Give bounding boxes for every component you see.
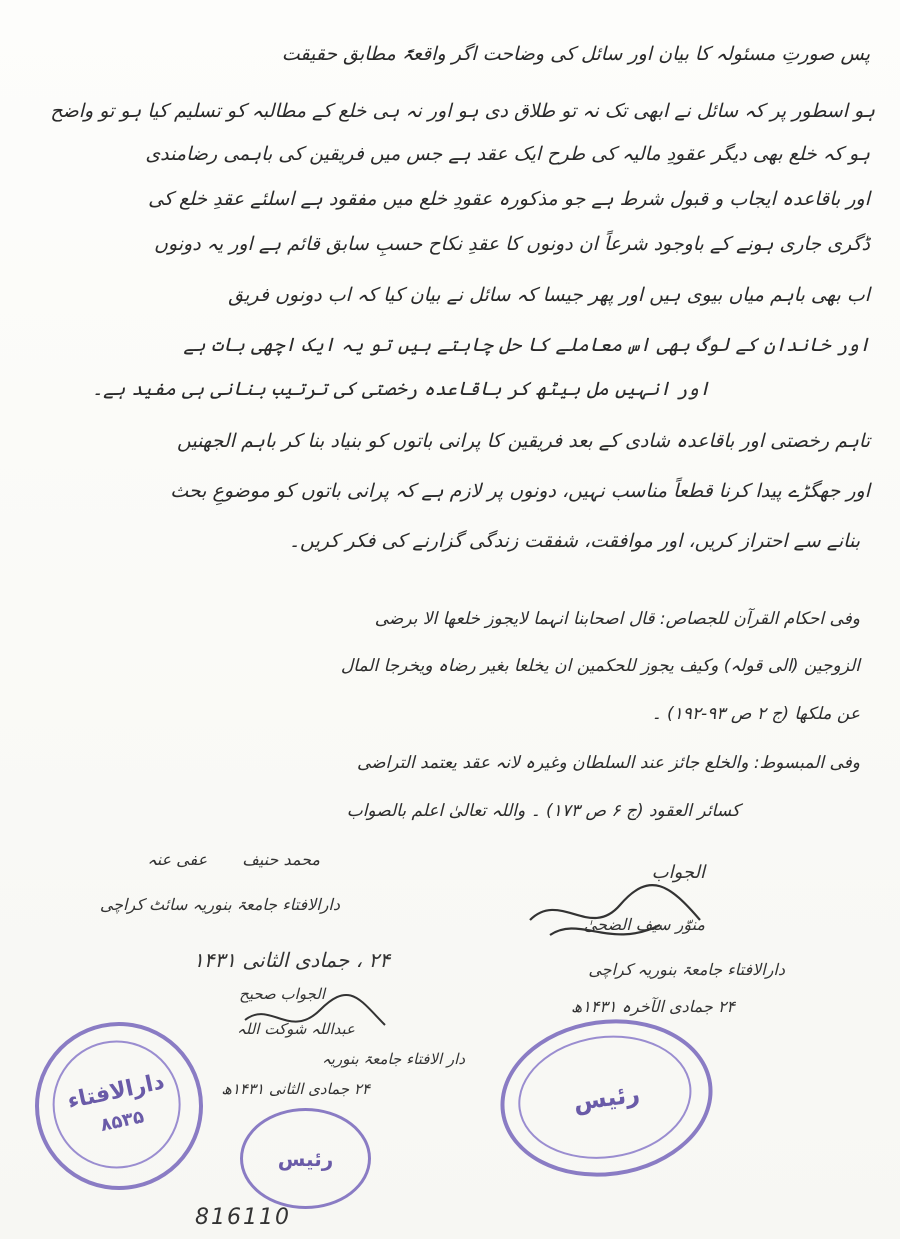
stamp-center: رئیس — [240, 1108, 371, 1209]
body-line-6: اب بھی باہم میاں بیوی ہیں اور پھر جیسا کہ سائل نے بیان کیا کہ اب دونوں فریق — [228, 284, 870, 306]
arabic-ref-3: عن ملکھا (ج ۲ ص ۹۳-۱۹۲) ۔ — [651, 704, 860, 724]
stamp-right: رئیس — [490, 1006, 723, 1190]
body-line-1: پس صورتِ مسئولہ کا بیان اور سائل کی وضاحت اگر واقعۃً مطابق حقیقت — [281, 43, 870, 65]
arabic-ref-4: وفی المبسوط: والخلع جائز عند السلطان وغیرہ لانہ عقد یعتمد التراضی — [356, 753, 860, 773]
writer-institute: دارالافتاء جامعۃ بنوریہ سائٹ کراچی — [99, 895, 340, 914]
approval-middle-heading: الجواب صحیح — [239, 985, 325, 1003]
approval-middle-date: ۲۴ جمادی الثانی ۱۴۳۱ھ — [221, 1080, 370, 1098]
writer-date: ۲۴ ، جمادی الثانی ۱۴۳۱ — [193, 948, 390, 972]
writer-name: محمد حنیف عفی عنہ — [147, 850, 320, 869]
body-line-5: ڈگری جاری ہونے کے باوجود شرعاً ان دونوں کا عقدِ نکاح حسبِ سابق قائم ہے اور یہ دونوں — [154, 233, 870, 255]
body-line-10: اور جھگڑے پیدا کرنا قطعاً مناسب نہیں، دونوں پر لازم ہے کہ پرانی باتوں کو موضوعِ بحث — [170, 480, 870, 502]
approval-right-name: منوّر سیف الضحیٰ — [583, 915, 705, 934]
body-line-8: اور انہیں مل بیٹھ کر باقاعدہ رخصتی کی ترتیب بنانی ہی مفید ہے۔ — [92, 378, 710, 400]
writer-suffix: عفی عنہ — [147, 850, 208, 869]
arabic-ref-1: وفی احکام القرآن للجصاص: قال اصحابنا انہما لایجوز خلعھا الا برضی — [374, 609, 860, 629]
approval-middle-institute: دار الافتاء جامعۃ بنوریہ — [322, 1050, 465, 1068]
margin-number: 816110 — [195, 1205, 291, 1230]
body-line-2: ہو اسطور پر کہ سائل نے ابھی تک نہ تو طلاق دی ہو اور نہ ہی خلع کے مطالبہ کو تسلیم کیا ہو تو واضح — [50, 100, 875, 122]
stamp-left-title: دارالافتاء — [65, 1069, 167, 1115]
body-line-3: ہو کہ خلع بھی دیگر عقودِ مالیہ کی طرح ایک عقد ہے جس میں فریقین کی باہمی رضامندی — [145, 143, 870, 165]
arabic-ref-5: کسائر العقود (ج ۶ ص ۱۷۳) ۔ واللہ تعالیٰ اعلم بالصواب — [346, 801, 740, 821]
stamp-left-number: ۸۵۳۵ — [98, 1106, 146, 1137]
arabic-ref-2: الزوجین (الی قولہ) وکیف یجوز للحکمین ان یخلعا بغیر رضاہ ویخرجا المال — [340, 656, 860, 676]
approval-right-heading: الجواب — [651, 862, 705, 883]
body-line-9: تاہم رخصتی اور باقاعدہ شادی کے بعد فریقین کا پرانی باتوں کو بنیاد بنا کر باہم الجھنیں — [176, 430, 870, 452]
approval-middle-name: عبداللہ شوکت اللہ — [236, 1020, 355, 1038]
approval-right-institute: دارالافتاء جامعۃ بنوریہ کراچی — [588, 960, 785, 979]
body-line-4: اور باقاعدہ ایجاب و قبول شرط ہے جو مذکورہ عقودِ خلع میں مفقود ہے اسلئے عقدِ خلع کی — [148, 188, 870, 210]
body-line-11: بنانے سے احتراز کریں، اور موافقت، شفقت زندگی گزارنے کی فکر کریں۔ — [288, 530, 860, 552]
stamp-left — [19, 1006, 218, 1205]
body-line-7: اور خاندان کے لوگ بھی اس معاملے کا حل چاہتے ہیں تو یہ ایک اچھی بات ہے — [183, 334, 870, 356]
approval-right-date: ۲۴ جمادی الآخرہ ۱۴۳۱ھ — [571, 997, 735, 1016]
